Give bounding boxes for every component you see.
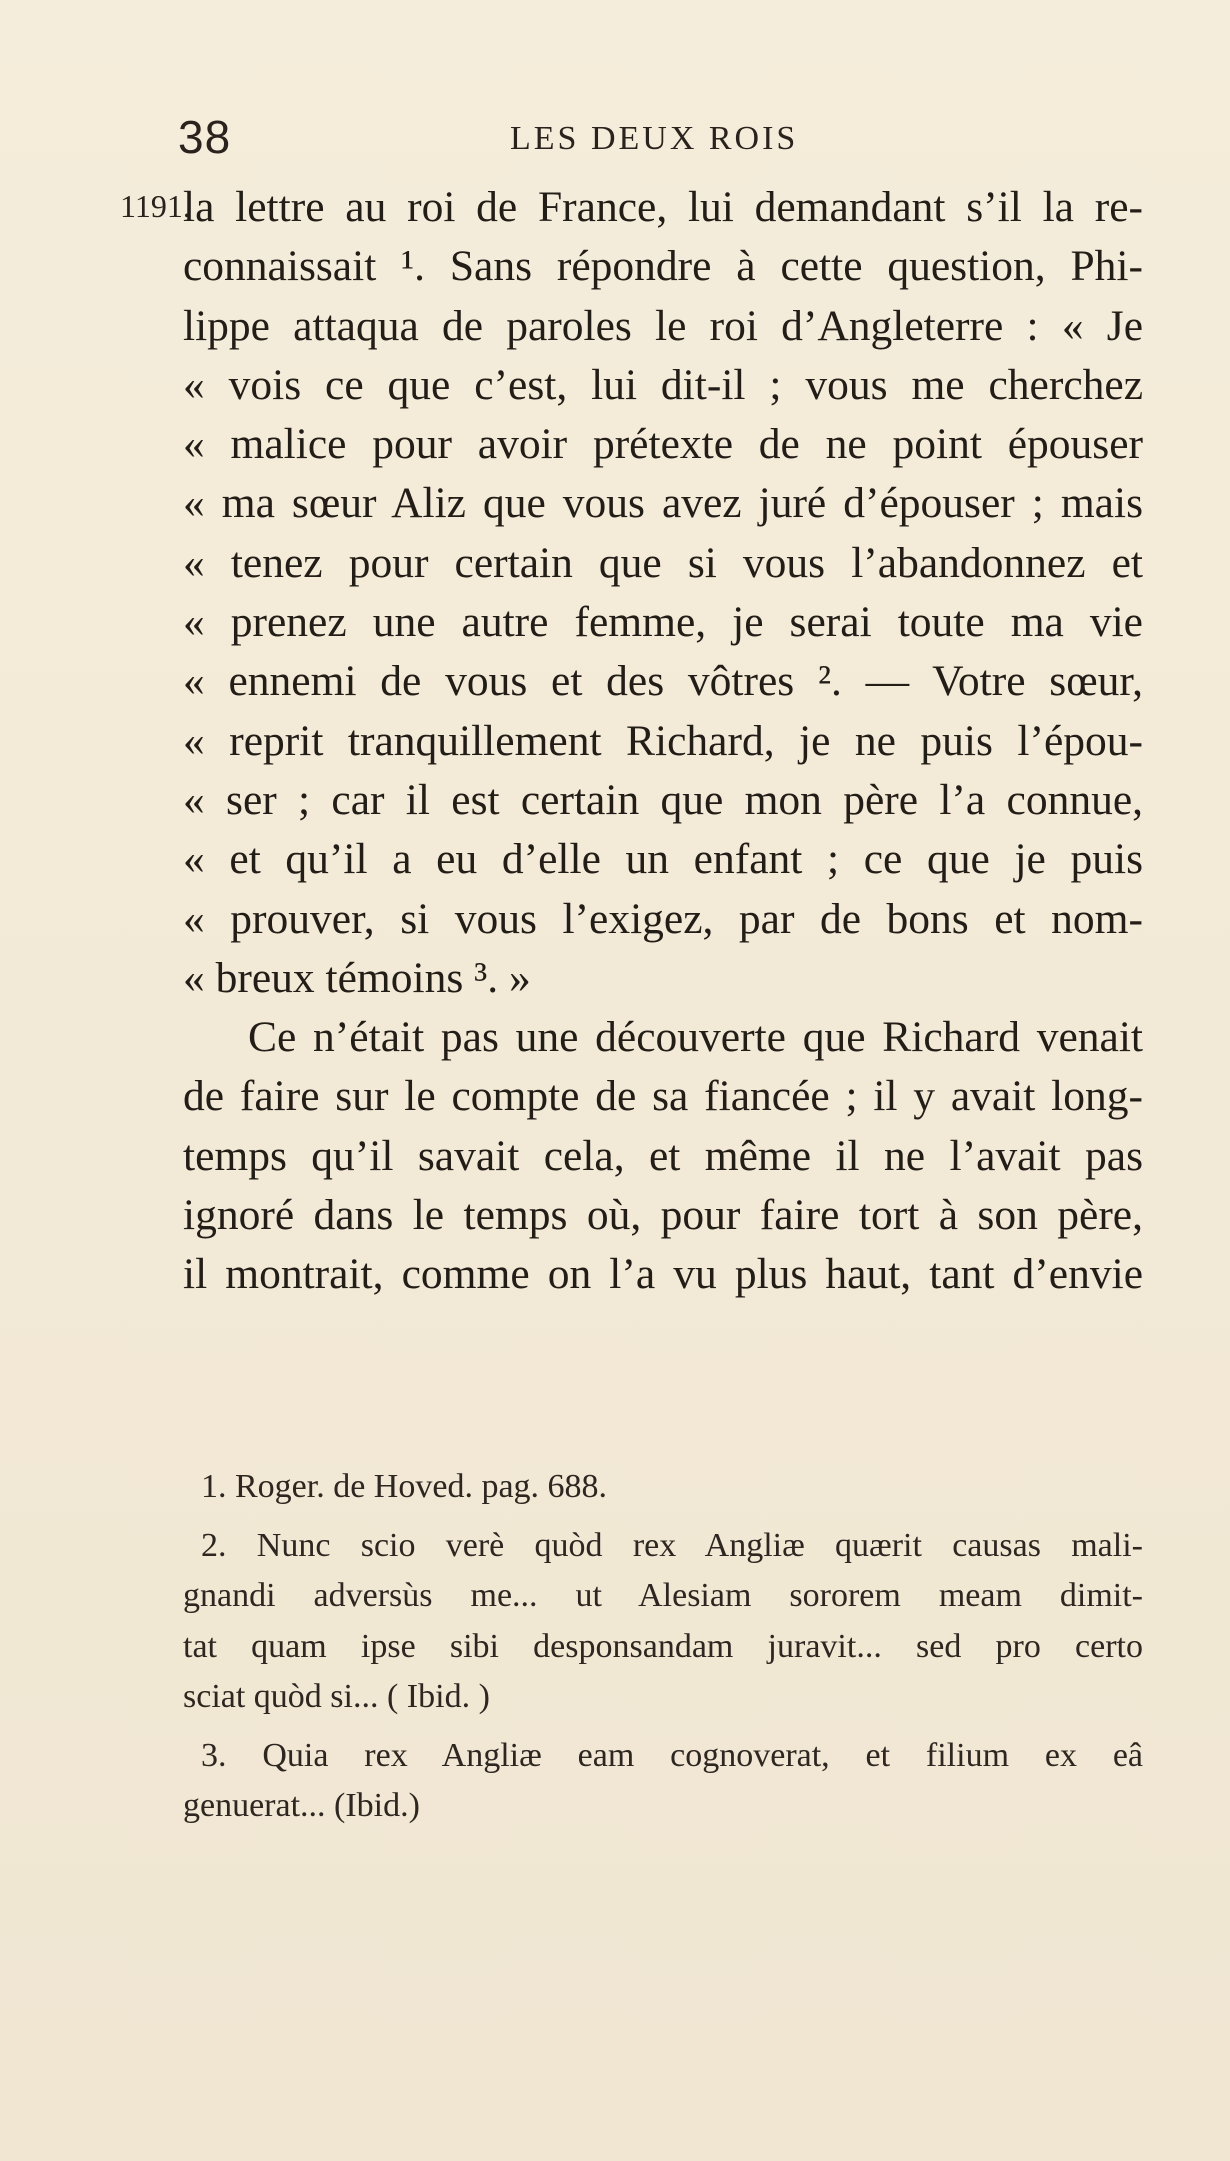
footnote-line: 1. Roger. de Hoved. pag. 688. — [201, 1468, 608, 1505]
footnote-line: genuerat... (Ibid.) — [183, 1787, 420, 1824]
running-title: LES DEUX ROIS — [510, 120, 799, 157]
text-line: « prenez une autre femme, je serai toute ma vie — [183, 598, 1143, 647]
text-line: « vois ce que c’est, lui dit-il ; vous me cherchez — [183, 360, 1143, 409]
text-line: connaissait ¹. Sans répondre à cette question, Phi- — [183, 242, 1143, 291]
text-line: « ma sœur Aliz que vous avez juré d’épouser ; mais — [183, 479, 1143, 528]
text-line: il montrait, comme on l’a vu plus haut, tant d’envie — [183, 1250, 1143, 1299]
running-head — [0, 110, 1230, 170]
text-line: lippe attaqua de paroles le roi d’Angleterre : « Je — [183, 301, 1143, 350]
margin-year: 1191. — [120, 188, 191, 224]
text-line: « ser ; car il est certain que mon père l’a connue, — [183, 775, 1143, 824]
text-line: « reprit tranquillement Richard, je ne puis l’épou- — [183, 716, 1143, 765]
footnote-line: tat quam ipse sibi desponsandam juravit... sed pro certo — [183, 1627, 1143, 1665]
text-line: Ce n’était pas une découverte que Richard venait — [248, 1013, 1143, 1062]
footnote-line: 2. Nunc scio verè quòd rex Angliæ quærit causas mali- — [201, 1526, 1143, 1564]
text-line: « et qu’il a eu d’elle un enfant ; ce que je puis — [183, 835, 1143, 884]
text-line: la lettre au roi de France, lui demandant s’il la re- — [183, 183, 1143, 231]
text-line: temps qu’il savait cela, et même il ne l’avait pas — [183, 1131, 1143, 1180]
text-line: « ennemi de vous et des vôtres ². — Votre sœur, — [183, 657, 1143, 706]
footnote-line: gnandi adversùs me... ut Alesiam sororem meam dimit- — [183, 1577, 1143, 1614]
text-line: « breux témoins ³. » — [183, 953, 531, 1002]
text-line: « tenez pour certain que si vous l’abandonnez et — [183, 538, 1143, 587]
text-line: de faire sur le compte de sa fiancée ; il y avait long- — [183, 1072, 1143, 1121]
footnotes — [183, 1462, 1143, 1832]
text-line: « malice pour avoir prétexte de ne point épouser — [183, 420, 1143, 469]
body-text — [183, 178, 1143, 1305]
page-number: 38 — [178, 111, 232, 163]
text-line: ignoré dans le temps où, pour faire tort à son père, — [183, 1191, 1143, 1240]
footnote-line: 3. Quia rex Angliæ eam cognoverat, et filium ex eâ — [201, 1736, 1143, 1774]
text-line: « prouver, si vous l’exigez, par de bons et nom- — [183, 894, 1143, 943]
footnote-line: sciat quòd si... ( Ibid. ) — [183, 1678, 490, 1715]
